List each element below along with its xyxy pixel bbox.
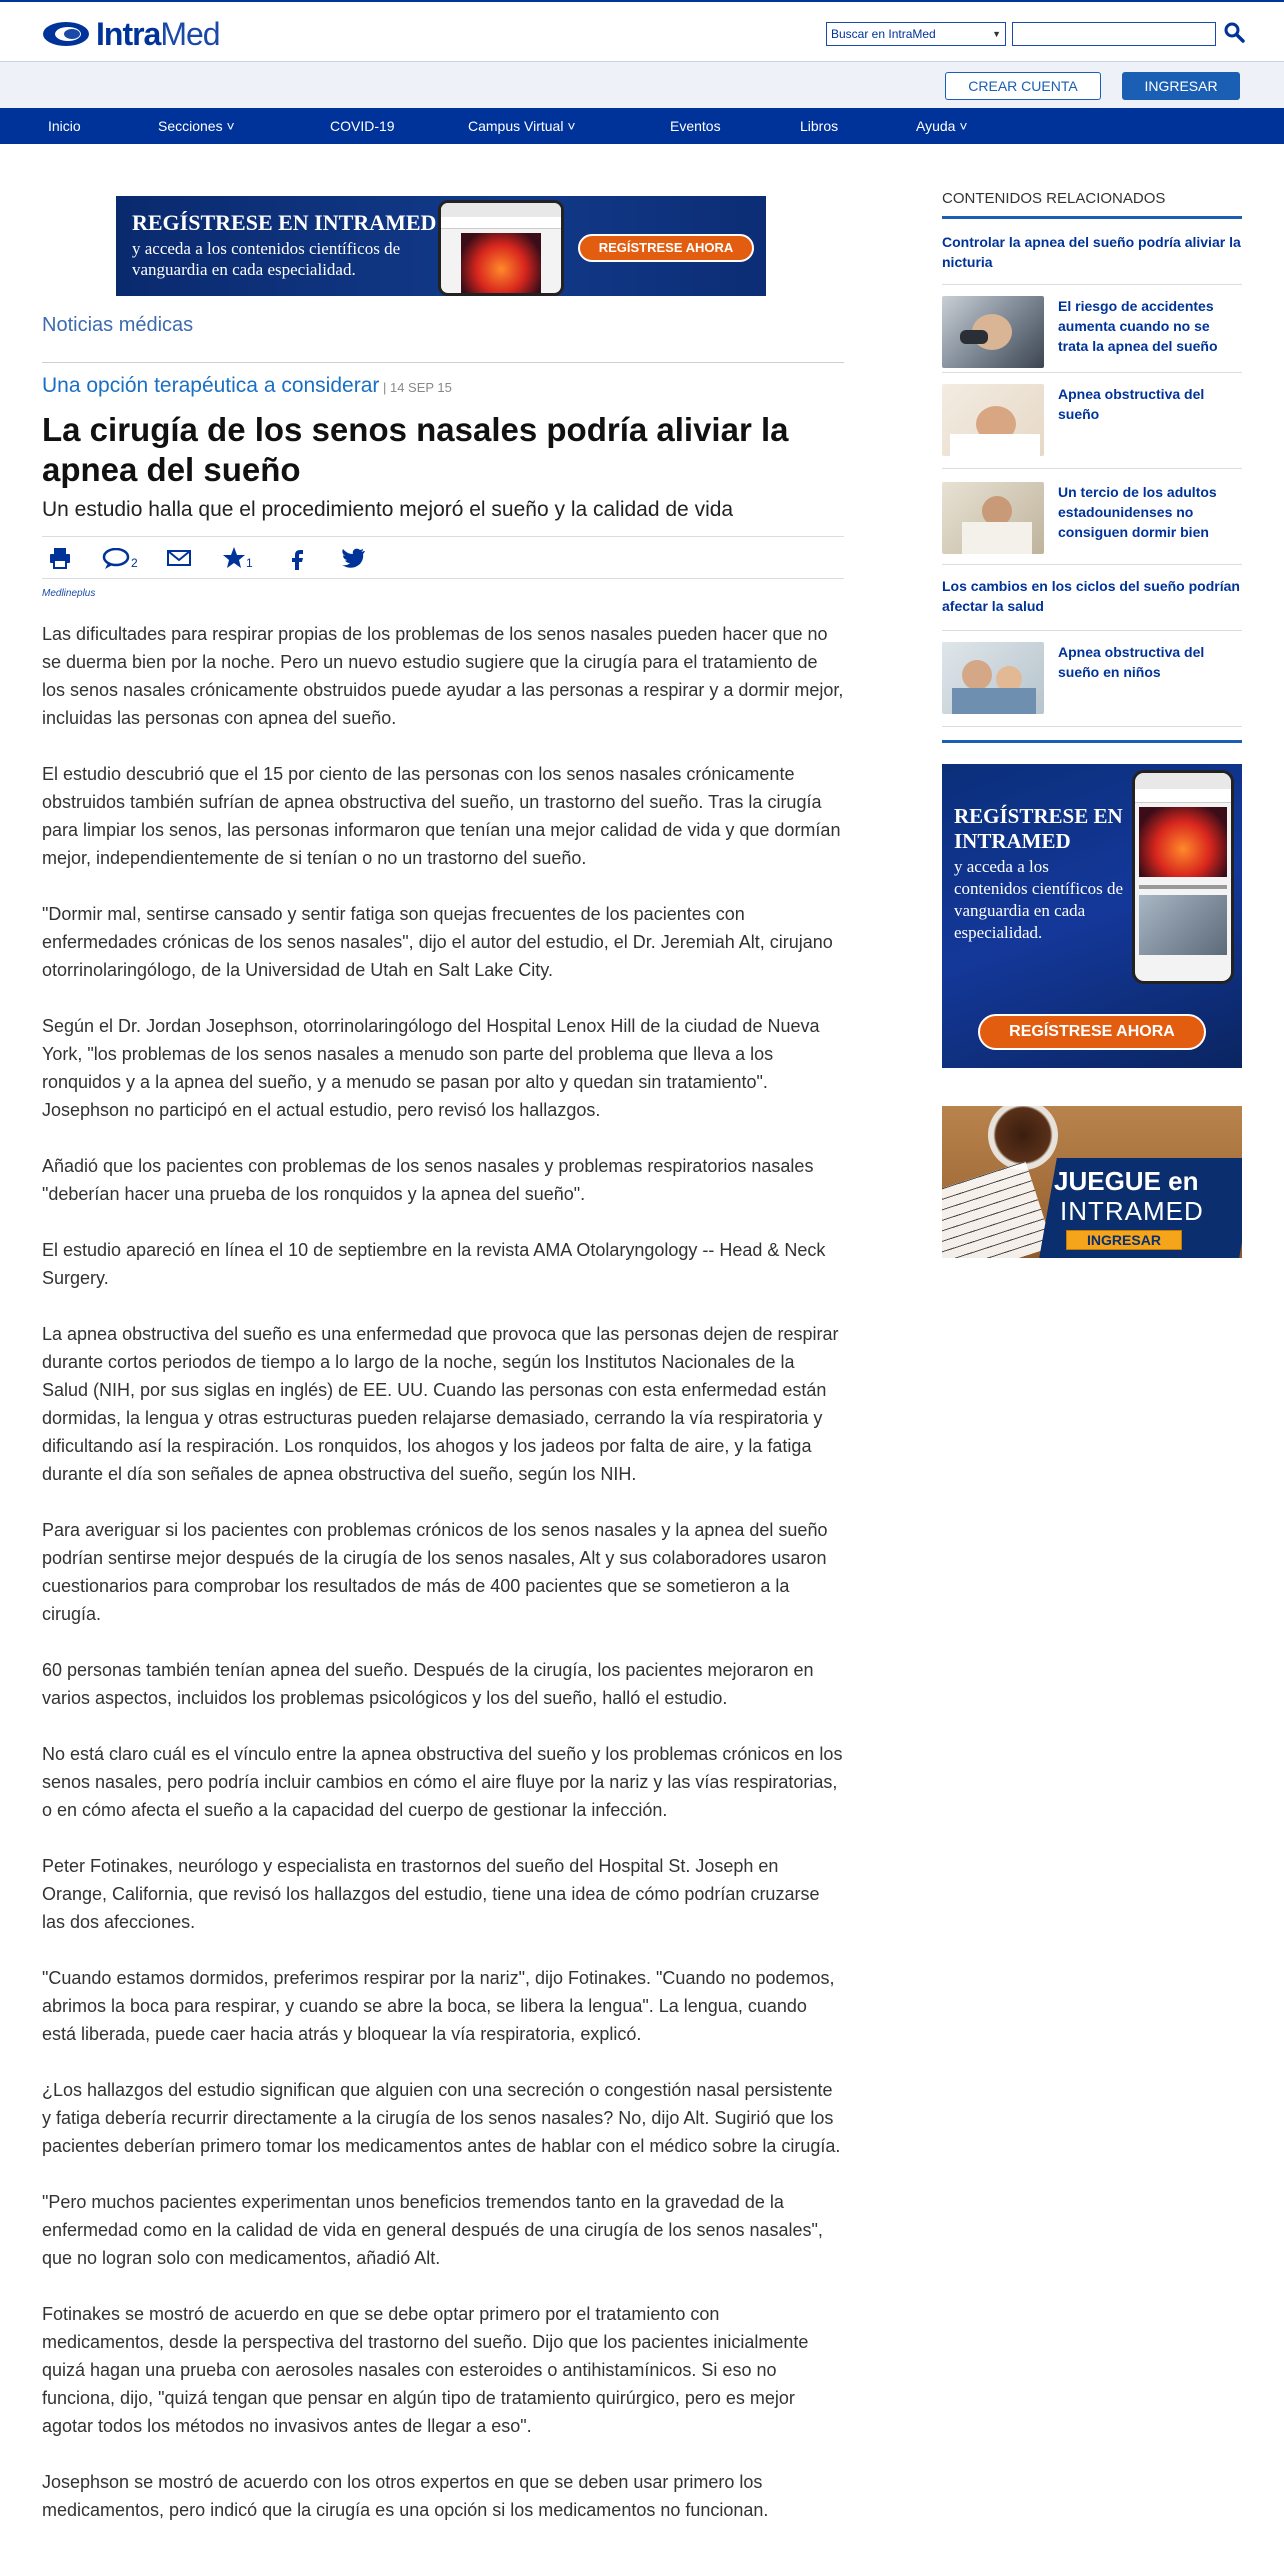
article-source[interactable]: Medlineplus [42, 588, 96, 599]
related-thumbnail [942, 384, 1044, 456]
twitter-icon[interactable] [340, 546, 366, 570]
article-paragraph: Peter Fotinakes, neurólogo y especialista en trastornos del sueño del Hospital St. Joseph en Orange, California, que revisó los hallazgos del estudio, tiene una idea de cómo podrían cruzarse las dos afecciones. [42, 1856, 820, 1932]
ad-title: REGÍSTRESE EN INTRAMED [954, 804, 1123, 853]
search-scope-select[interactable]: Buscar en IntraMed ▼ [826, 22, 1006, 46]
intramed-logo[interactable] [42, 14, 220, 54]
nav-item-ayuda[interactable]: Ayuda ˅ [916, 118, 968, 134]
article-paragraph: ¿Los hallazgos del estudio significan que alguien con una secreción o congestión nasal persistente y fatiga debería recurrir directamente a la cirugía de los senos nasales? No, dijo Alt. Sugirió que los pacientes deberían primero tomar los medicamentos antes de hablar con el médico sobre la cirugía. [42, 2080, 841, 2156]
register-banner-ad[interactable] [116, 196, 766, 296]
article-paragraph: 60 personas también tenían apnea del sueño. Después de la cirugía, los pacientes mejoraron en varios aspectos, incluidos los problemas psicológicos y los del sueño, halló el estudio. [42, 1660, 814, 1708]
divider [942, 630, 1242, 631]
article-subheadline: Un estudio halla que el procedimiento mejoró el sueño y la calidad de vida [42, 498, 734, 521]
ad-subtitle: INTRAMED [1060, 1196, 1204, 1226]
site-header [0, 0, 1284, 62]
article-paragraph: Las dificultades para respirar propias de los problemas de los senos nasales pueden hacer que no se duerma bien por la noche. Pero un nuevo estudio sugiere que la cirugía para el tratamiento de los senos nasales crónicamente obstruidos puede ayudar a las personas a respirar y a dormir mejor, incluidas las personas con apnea del sueño. [42, 624, 844, 728]
related-thumbnail [942, 296, 1044, 368]
register-now-button[interactable]: REGÍSTRESE AHORA [978, 1014, 1206, 1050]
divider [942, 468, 1242, 469]
article-paragraph: Según el Dr. Jordan Josephson, otorrinolaringólogo del Hospital Lenox Hill de la ciudad de Nueva York, "los problemas de los senos nasales a menudo son parte del problema que lleva a los ronquidos y a la apnea del sueño, y a menudo se pasan por alto y quedan sin tratamiento". Josephson no participó en el actual estudio, pero revisó los hallazgos. [42, 1016, 820, 1120]
comments-count: 2 [131, 556, 138, 570]
nav-item-libros[interactable]: Libros [800, 118, 839, 134]
related-item-title: Apnea obstructiva del sueño [1058, 386, 1205, 422]
article-paragraph: El estudio descubrió que el 15 por ciento de las personas con los senos nasales crónicamente obstruidos también sufrían de apnea obstructiva del sueño, un trastorno del sueño. Tras la cirugía para limpiar los senos, las personas informaron que tenían una mejor calidad de vida y que dormían mejor, independientemente de si tenían o no un trastorno del sueño. [42, 764, 841, 868]
nav-item-covid[interactable]: COVID-19 [330, 118, 395, 134]
article-date: | 14 SEP 15 [379, 380, 452, 395]
chevron-down-icon: ▼ [992, 29, 1001, 39]
article-paragraph: "Dormir mal, sentirse cansado y sentir fatiga son quejas frecuentes de los pacientes con enfermedades crónicas de los senos nasales", dijo el autor del estudio, el Dr. Jeremiah Alt, cirujano otorrinolaringólogo, de la Universidad de Utah en Salt Lake City. [42, 904, 833, 980]
coffee-cup-image [988, 1106, 1058, 1170]
article-paragraph: Josephson se mostró de acuerdo con los otros expertos en que se deben usar primero los medicamentos, pero indicó que la cirugía es una opción si los medicamentos no funcionan. [42, 2472, 769, 2520]
related-link[interactable]: Los cambios en los ciclos del sueño podrían afectar la salud [942, 578, 1240, 614]
logo-text: IntraMed [96, 15, 220, 52]
related-item-title: Un tercio de los adultos estadounidenses no consiguen dormir bien [1058, 484, 1217, 540]
sidebar-divider [942, 740, 1242, 743]
register-now-button[interactable]: REGÍSTRESE AHORA [578, 234, 754, 262]
favorite-button[interactable] [222, 546, 253, 570]
divider [42, 578, 844, 579]
print-icon[interactable] [48, 546, 72, 570]
play-login-button[interactable]: INGRESAR [1066, 1230, 1182, 1250]
facebook-icon[interactable] [290, 546, 306, 570]
ad-title: JUEGUE en [1054, 1166, 1199, 1196]
sidebar-divider [942, 216, 1242, 219]
logo-ellipse-icon [42, 20, 90, 48]
nav-item-secciones[interactable]: Secciones ˅ [158, 118, 235, 134]
article-paragraph: "Pero muchos pacientes experimentan unos beneficios tremendos tanto en la gravedad de la enfermedad como en la calidad de vida en general después de una cirugía de los senos nasales", que no logran solo con medicamentos, añadió Alt. [42, 2192, 823, 2268]
comment-bubble-icon [102, 548, 130, 570]
article-headline: La cirugía de los senos nasales podría aliviar la apnea del sueño [42, 411, 789, 488]
divider [42, 362, 844, 363]
article-body [42, 620, 844, 2552]
banner-subtitle: y acceda a los contenidos científicos de vanguardia en cada especialidad. [132, 239, 401, 279]
search-input[interactable] [1012, 22, 1216, 46]
article-paragraph: Añadió que los pacientes con problemas de los senos nasales y problemas respiratorios nasales "deberían hacer una prueba de los ronquidos y la apnea del sueño". [42, 1156, 814, 1204]
login-button[interactable]: INGRESAR [1122, 72, 1240, 100]
sidebar-title: CONTENIDOS RELACIONADOS [942, 190, 1166, 207]
nav-item-inicio[interactable]: Inicio [48, 118, 81, 134]
related-item-title: Apnea obstructiva del sueño en niños [1058, 644, 1205, 680]
article-paragraph: No está claro cuál es el vínculo entre la apnea obstructiva del sueño y los problemas crónicos en los senos nasales, pero podría incluir cambios en cómo el aire fluye por la nariz y las vías respiratorias, o en cómo afecta el sueño a la capacidad del cuerpo de gestionar la infección. [42, 1744, 843, 1820]
email-icon[interactable] [166, 546, 192, 570]
related-thumbnail [942, 642, 1044, 714]
article-paragraph: La apnea obstructiva del sueño es una enfermedad que provoca que las personas dejen de respirar durante cortos periodos de tiempo a lo largo de la noche, según los Institutos Nacionales de la Salud (NIH, por sus siglas en inglés) de EE. UU. Cuando las personas con esta enfermedad están dormidas, la lengua y otras estructuras pueden relajarse demasiado, cerrando la vía respiratoria y dificultando así la respiración. Los ronquidos, los ahogos y los jadeos por falta de aire, y la fatiga durante el día son señales de apnea obstructiva del sueño, según los NIH. [42, 1324, 839, 1484]
star-icon [222, 546, 246, 570]
play-game-ad[interactable] [942, 1106, 1242, 1258]
article-paragraph: Fotinakes se mostró de acuerdo en que se debe optar primero por el tratamiento con medicamentos, desde la perspectiva del trastorno del sueño. Dijo que los pacientes inicialmente quizá hagan una prueba con aerosoles nasales con esteroides o antihistamínicos. Si eso no funciona, dijo, "quizá tengan que pensar en algún tipo de tratamiento quirúrgico, pero es mejor agotar todos los métodos no invasivos antes de llegar a eso". [42, 2304, 809, 2436]
favorites-count: 1 [246, 556, 253, 570]
search-icon[interactable] [1222, 20, 1246, 44]
crossword-image [942, 1161, 1053, 1258]
article-paragraph: El estudio apareció en línea el 10 de septiembre en la revista AMA Otolaryngology -- Head & Neck Surgery. [42, 1240, 826, 1288]
comments-button[interactable] [102, 546, 138, 570]
article-paragraph: "Cuando estamos dormidos, preferimos respirar por la nariz", dijo Fotinakes. "Cuando no podemos, abrimos la boca para respirar, y cuando se abre la boca, se libera la lengua". La lengua, cuando está liberada, puede caer hacia atrás y bloquear la vía respiratoria, explicó. [42, 1968, 835, 2044]
create-account-button[interactable]: CREAR CUENTA [945, 72, 1101, 100]
related-thumbnail [942, 482, 1044, 554]
divider [942, 564, 1242, 565]
section-label[interactable]: Noticias médicas [42, 314, 194, 336]
ad-subtitle: y acceda a los contenidos científicos de vanguardia en cada especialidad. [954, 857, 1124, 942]
sidebar-register-ad[interactable] [942, 764, 1242, 1068]
article-kicker-line [42, 374, 452, 398]
banner-title: REGÍSTRESE EN INTRAMED [132, 210, 437, 235]
divider [942, 726, 1242, 727]
account-bar [0, 62, 1284, 108]
phone-mockup-image [438, 200, 564, 296]
article-paragraph: Para averiguar si los pacientes con problemas crónicos de los senos nasales y la apnea del sueño podrían sentirse mejor después de la cirugía de los senos nasales, Alt y sus colaboradores usaron cuestionarios para comprobar los resultados de más de 400 pacientes que se sometieron a la cirugía. [42, 1520, 828, 1624]
divider [942, 372, 1242, 373]
nav-item-campus-virtual[interactable]: Campus Virtual ˅ [468, 118, 576, 134]
divider [42, 536, 844, 537]
nav-item-eventos[interactable]: Eventos [670, 118, 721, 134]
divider [942, 284, 1242, 285]
related-item-title: El riesgo de accidentes aumenta cuando no se trata la apnea del sueño [1058, 298, 1218, 354]
related-link[interactable]: Controlar la apnea del sueño podría aliviar la nicturia [942, 234, 1241, 270]
phone-mockup-image [1132, 770, 1234, 984]
article-kicker: Una opción terapéutica a considerar [42, 374, 380, 397]
main-nav [0, 108, 1284, 144]
